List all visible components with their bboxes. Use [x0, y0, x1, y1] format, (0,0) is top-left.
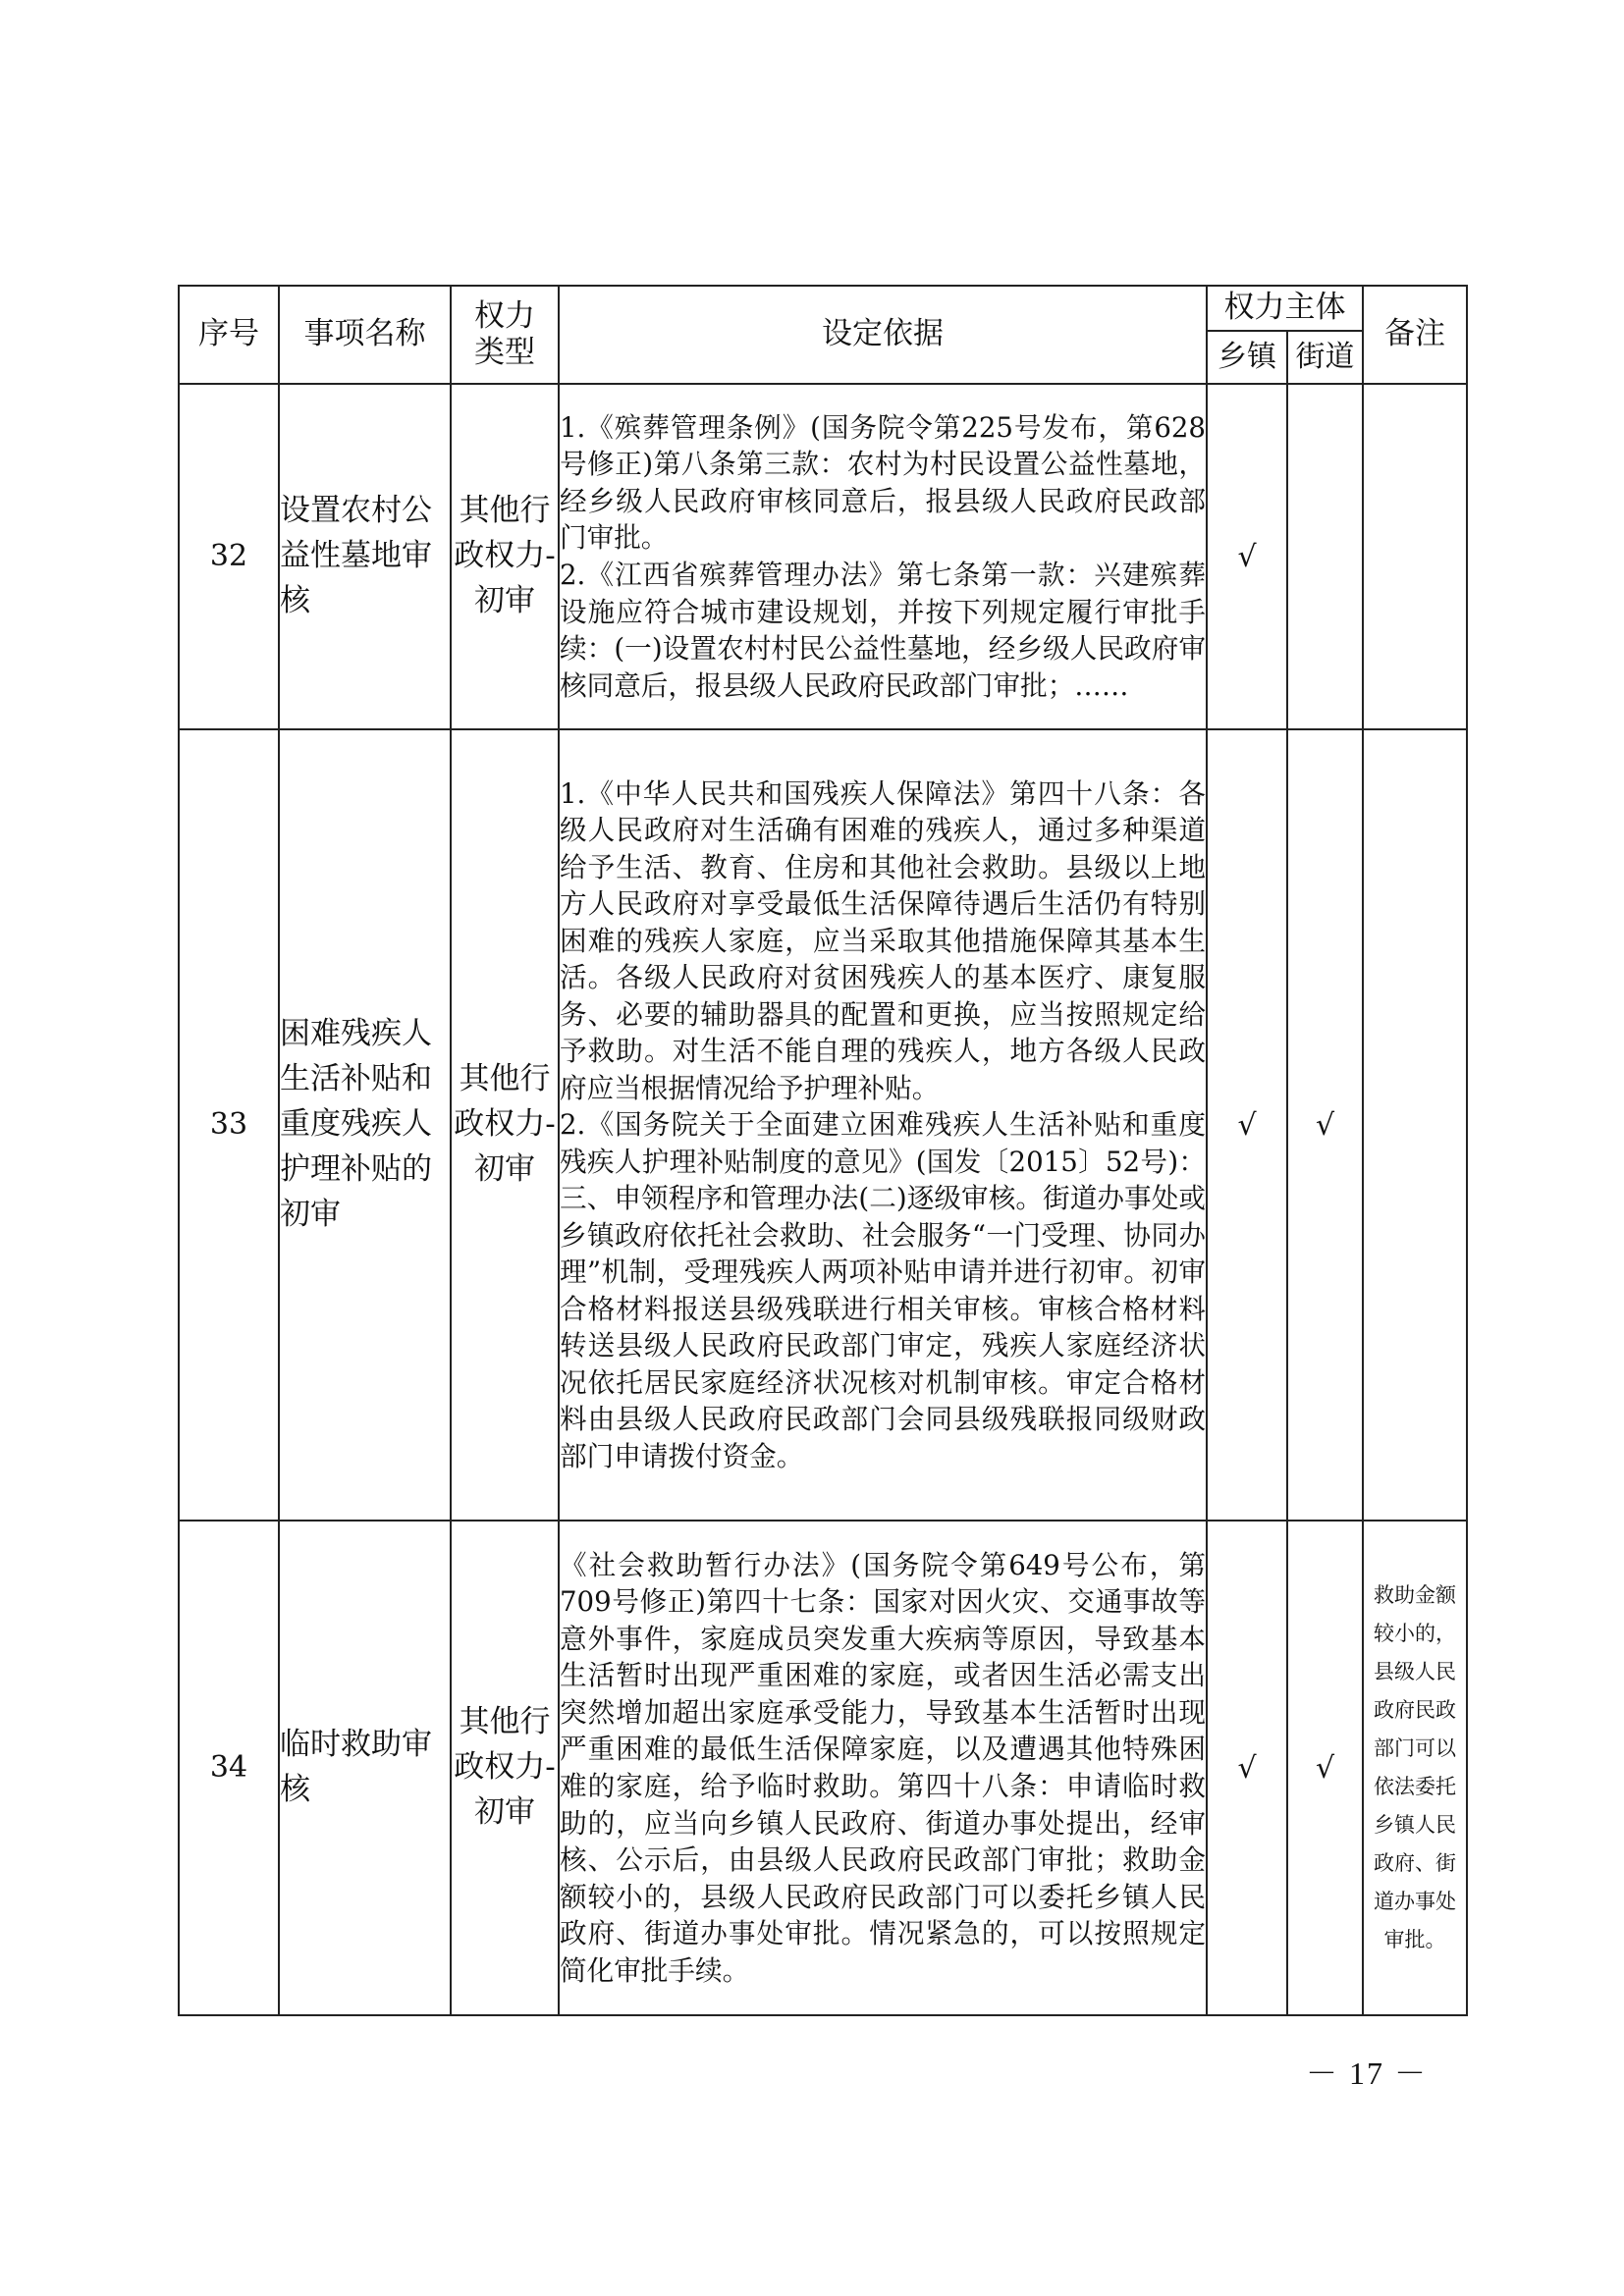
town-check: √: [1207, 1521, 1287, 2015]
row-note: 救助金额较小的，县级人民政府民政部门可以依法委托乡镇人民政府、街道办事处审批。: [1363, 1521, 1467, 2015]
header-town: 乡镇: [1207, 331, 1287, 384]
table-row: [179, 1521, 1467, 2015]
basis-paragraph: 2.《国务院关于全面建立困难残疾人生活补贴和重度残疾人护理补贴制度的意见》(国发〔2015〕52号)：三、申领程序和管理办法(二)逐级审核。街道办事处或乡镇政府依托社会救助、社会服务“一门受理、协同办理”机制，受理残疾人两项补贴申请并进行初审。初审合格材料报送县级残联进行相关审核。审核合格材料转送县级人民政府民政部门审定，残疾人家庭经济状况依托居民家庭经济状况核对机制审核。审定合格材料由县级人民政府民政部门会同县级残联报同级财政部门申请拨付资金。: [560, 1108, 1206, 1472]
street-check: √: [1287, 729, 1363, 1521]
header-name: 事项名称: [279, 286, 451, 384]
table-row: [179, 384, 1467, 729]
row-type: 其他行政权力-初审: [451, 1521, 559, 2015]
row-note: [1363, 729, 1467, 1521]
town-check: √: [1207, 384, 1287, 729]
header-type: 权力类型: [451, 286, 559, 384]
row-name: 困难残疾人生活补贴和重度残疾人护理补贴的初审: [279, 729, 451, 1521]
basis-paragraph: 1.《殡葬管理条例》(国务院令第225号发布，第628号修正)第八条第三款：农村为村民设置公益性墓地，经乡级人民政府审核同意后，报县级人民政府民政部门审批。: [560, 410, 1206, 555]
authority-table: [178, 285, 1468, 2016]
basis-paragraph: 《社会救助暂行办法》(国务院令第649号公布，第709号修正)第四十七条：国家对因火灾、交通事故等意外事件，家庭成员突发重大疾病等原因，导致基本生活暂时出现严重困难的家庭，或者因生活必需支出突然增加超出家庭承受能力，导致基本生活暂时出现严重困难的最低生活保障家庭，以及遭遇其他特殊困难的家庭，给予临时救助。第四十八条：申请临时救助的，应当向乡镇人民政府、街道办事处提出，经审核、公示后，由县级人民政府民政部门审批；救助金额较小的，县级人民政府民政部门可以委托乡镇人民政府、街道办事处审批。情况紧急的，可以按照规定简化审批手续。: [560, 1548, 1206, 1987]
row-name: 临时救助审核: [279, 1521, 451, 2015]
row-basis: [559, 384, 1207, 729]
row-note: [1363, 384, 1467, 729]
page-number: － 17 －: [1306, 2056, 1429, 2091]
header-seq: 序号: [179, 286, 279, 384]
row-seq: 33: [179, 729, 279, 1521]
table-row: [179, 729, 1467, 1521]
row-basis: [559, 729, 1207, 1521]
street-check: [1287, 384, 1363, 729]
header-subject: 权力主体: [1207, 286, 1363, 331]
town-check: √: [1207, 729, 1287, 1521]
header-note: 备注: [1363, 286, 1467, 384]
header-basis: 设定依据: [559, 286, 1207, 384]
row-seq: 32: [179, 384, 279, 729]
row-seq: 34: [179, 1521, 279, 2015]
row-type: 其他行政权力-初审: [451, 729, 559, 1521]
basis-paragraph: 1.《中华人民共和国残疾人保障法》第四十八条：各级人民政府对生活确有困难的残疾人，通过多种渠道给予生活、教育、住房和其他社会救助。县级以上地方人民政府对享受最低生活保障待遇后生活仍有特别困难的残疾人家庭，应当采取其他措施保障其基本生活。各级人民政府对贫困残疾人的基本医疗、康复服务、必要的辅助器具的配置和更换，应当按照规定给予救助。对生活不能自理的残疾人，地方各级人民政府应当根据情况给予护理补贴。: [560, 776, 1206, 1104]
row-name: 设置农村公益性墓地审核: [279, 384, 451, 729]
street-check: √: [1287, 1521, 1363, 2015]
header-street: 街道: [1287, 331, 1363, 384]
row-basis: [559, 1521, 1207, 2015]
row-type: 其他行政权力-初审: [451, 384, 559, 729]
basis-paragraph: 2.《江西省殡葬管理办法》第七条第一款：兴建殡葬设施应符合城市建设规划，并按下列规定履行审批手续：(一)设置农村村民公益性墓地，经乡级人民政府审核同意后，报县级人民政府民政部门审批；……: [560, 559, 1206, 702]
header-row: [179, 286, 1467, 331]
